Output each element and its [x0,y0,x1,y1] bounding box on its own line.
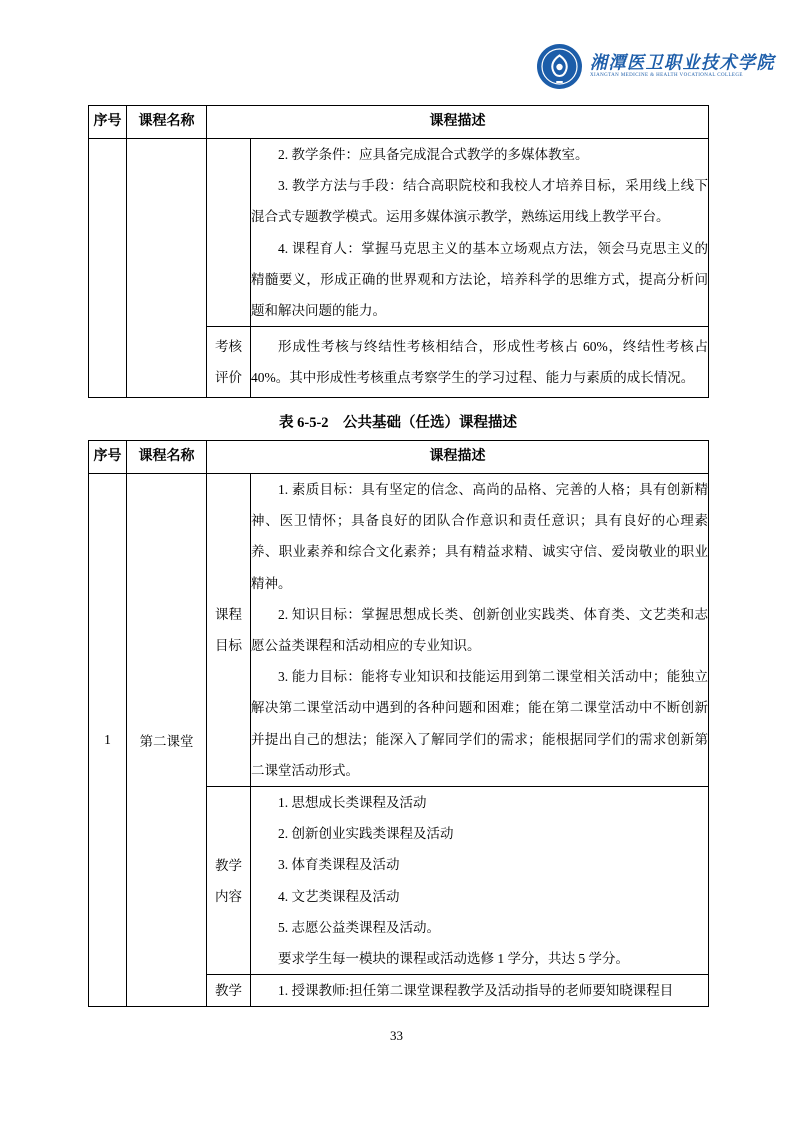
paragraph: 要求学生每一模块的课程或活动选修 1 学分，共达 5 学分。 [278,951,629,967]
paragraph: 2. 教学条件：应具备完成混合式教学的多媒体教室。 [278,147,589,162]
label-line: 考核 [215,339,242,355]
paragraph: 形成性考核与终结性考核相结合，形成性考核占 60%，终结性考核占 40%。其中形成性考核重点考察学生的学习过程、能力与素质的成长情况。 [251,339,708,386]
header-seq: 序号 [89,106,127,139]
header-course-name: 课程名称 [127,441,207,474]
cell-section-label [207,139,251,327]
paragraph: 1. 素质目标：具有坚定的信念、高尚的品格、完善的人格；具有创新精神、医卫情怀；具备良好的团队合作意识和责任意识；具有良好的心理素养、职业素养和综合文化素养；具有精益求精、诚实守信、爱岗敬业的职业精神。 [251,482,708,591]
page-number: 33 [390,1028,403,1043]
header-course-name: 课程名称 [127,106,207,139]
college-logo [536,43,775,90]
cell-section-label-assessment [207,327,251,398]
table-header-row [89,441,709,474]
course-table-continued [88,105,709,398]
cell-section-label-content [207,787,251,975]
header-seq: 序号 [89,441,127,474]
paragraph: 1. 授课教师:担任第二课堂课程教学及活动指导的老师要知晓课程目 [278,983,674,999]
cell-section-content [251,139,709,327]
cell-section-label-teaching [207,975,251,1007]
label-line: 内容 [215,888,242,904]
label-line: 评价 [215,370,242,386]
cell-course-name [127,139,207,398]
label-line: 目标 [215,638,242,654]
header-course-desc: 课程描述 [207,441,709,474]
college-name-block [590,53,775,80]
paragraph: 2. 知识目标：掌握思想成长类、创新创业实践类、体育类、文艺类和志愿公益类课程和活动相应的专业知识。 [251,606,708,654]
label-line: 教学 [215,857,242,873]
course-table-elective [88,440,709,1007]
cell-section-content [251,787,709,975]
paragraph: 4. 文艺类课程及活动 [278,888,400,904]
cell-section-content [251,474,709,787]
cell-section-label-objectives [207,474,251,787]
header-course-desc: 课程描述 [207,106,709,139]
label-line: 教学 [215,983,242,999]
table-caption: 表 6-5-2 公共基础（任选）课程描述 [278,415,518,431]
table-header-row [89,106,709,139]
label-line: 课程 [215,607,242,623]
table-row [89,139,709,327]
college-emblem-icon [536,43,583,90]
paragraph: 1. 思想成长类课程及活动 [278,795,427,811]
college-name-zh: 湘潭医卫职业技术学院 [590,52,775,73]
cell-course-name: 第二课堂 [127,474,207,1007]
cell-seq: 1 [89,474,127,1007]
paragraph: 3. 体育类课程及活动 [278,857,400,873]
table-row [89,474,709,787]
cell-seq [89,139,127,398]
cell-section-content [251,975,709,1007]
paragraph: 3. 能力目标：能将专业知识和技能运用到第二课堂相关活动中；能独立解决第二课堂活动中遇到的各种问题和困难；能在第二课堂活动中不断创新并提出自己的想法；能深入了解同学们的需求；能根据同学们的需求创新第二课堂活动形式。 [251,669,708,778]
paragraph: 3. 教学方法与手段：结合高职院校和我校人才培养目标，采用线上线下混合式专题教学模式。运用多媒体演示教学，熟练运用线上教学平台。 [251,178,708,225]
paragraph: 4. 课程育人：掌握马克思主义的基本立场观点方法，领会马克思主义的精髓要义，形成正确的世界观和方法论，培养科学的思维方式，提高分析问题和解决问题的能力。 [251,240,708,319]
paragraph: 2. 创新创业实践类课程及活动 [278,826,454,842]
cell-section-content [251,327,709,398]
college-name-en: XIANGTAN MEDICINE & HEALTH VOCATIONAL COLLEGE [590,73,743,78]
paragraph: 5. 志愿公益类课程及活动。 [278,919,440,935]
